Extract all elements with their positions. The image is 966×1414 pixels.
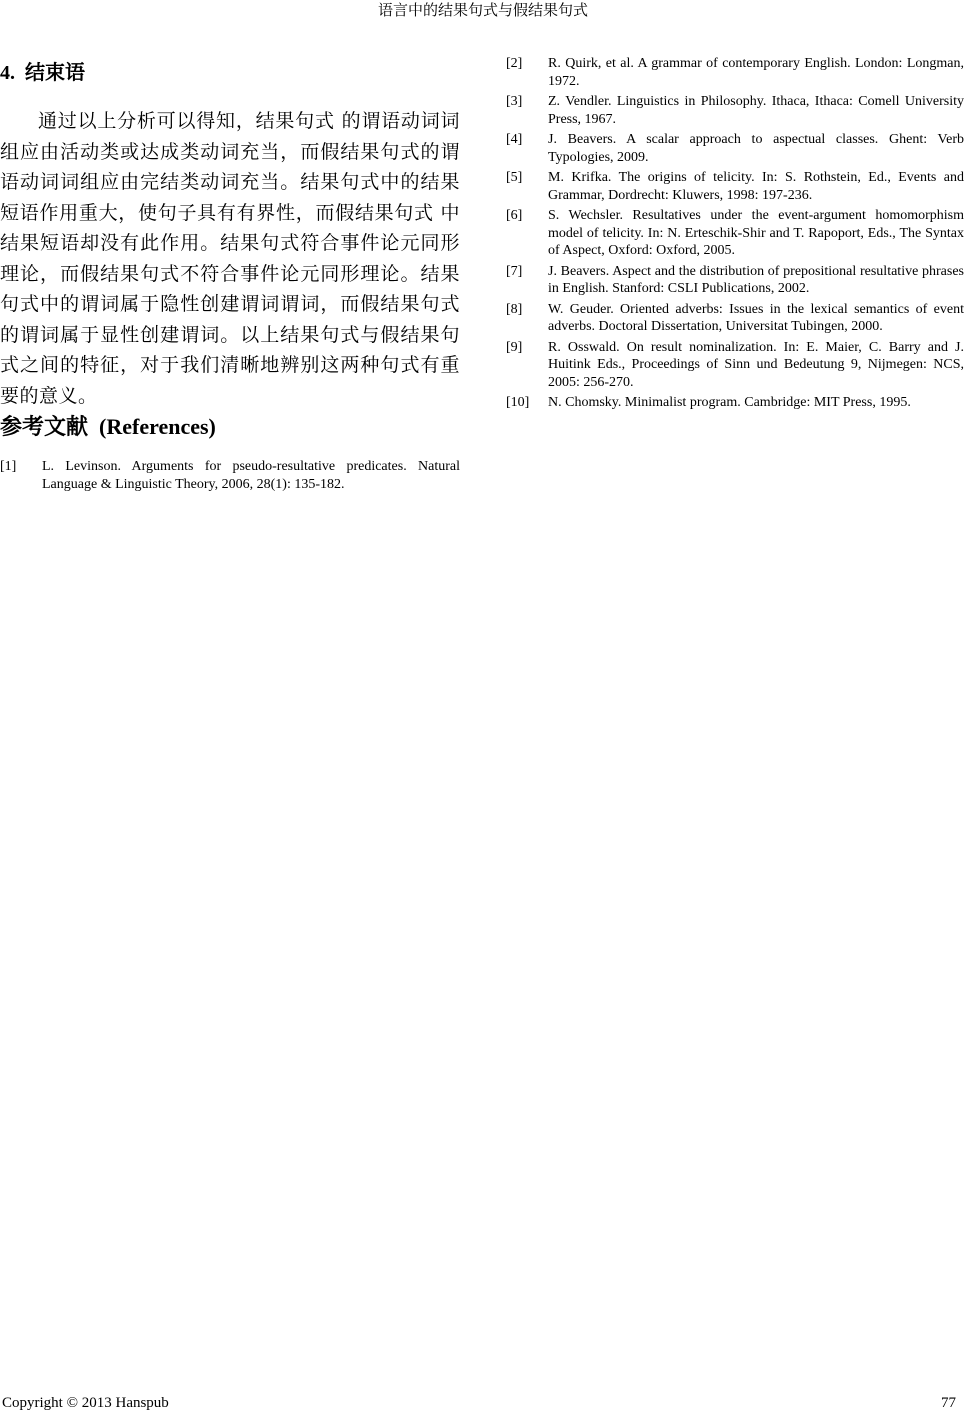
- reference-number: [4]: [506, 132, 523, 147]
- reference-item: [506, 169, 964, 204]
- reference-number: [9]: [506, 339, 523, 355]
- reference-item: [506, 207, 964, 260]
- reference-item: [506, 93, 964, 128]
- reference-number: [8]: [506, 301, 523, 317]
- references-heading-cjk: 参考文献: [0, 415, 89, 440]
- references-heading-en: (References): [99, 414, 216, 439]
- reference-number: [10]: [506, 395, 530, 410]
- reference-text: J. Beavers. A scalar approach to aspectual classes. Ghent: Verb Typologies, 2009.: [548, 132, 964, 165]
- reference-text: R. Osswald. On result nominalization. In: E. Maier, C. Barry and J. Huitink Eds., Proceedings of Sinn und Bedeutung 9, Nijmegen: NCS, 2005: 256-270.: [548, 339, 964, 390]
- reference-text: W. Geuder. Oriented adverbs: Issues in the lexical semantics of event adverbs. Doctoral Dissertation, Universitat Tubingen, 2000.: [548, 301, 964, 334]
- reference-item: [506, 301, 964, 336]
- reference-item: [506, 339, 964, 392]
- reference-text: J. Beavers. Aspect and the distribution of prepositional resultative phrases in English. Stanford: CSLI Publications, 2002.: [548, 263, 964, 296]
- conclusion-paragraph: 通过以上分析可以得知，结果句式 的谓语动词词组应由活动类或达成类动词充当，而假结果句式的谓语动词词组应由完结类动词充当。结果句式中的结果短语作用重大，使句子具有有界性，而假结果句式 中结果短语却没有此作用。结果句式符合事件论元同形理论，而假结果句式不符合事件论元同形理论。结果句式中的谓词属于隐性创建谓词谓词，而假结果句式的谓词属于显性创建谓词。以上结果句式与假结果句式之间的特征，对于我们清晰地辨别这两种句式有重要的意义。: [0, 110, 460, 407]
- reference-item: [506, 394, 964, 412]
- reference-number: [7]: [506, 263, 523, 279]
- reference-list-left: [0, 458, 460, 496]
- reference-number: [3]: [506, 94, 523, 109]
- page-number: 77: [941, 1395, 956, 1411]
- section-4-heading: [0, 55, 460, 90]
- reference-text: S. Wechsler. Resultatives under the event-argument homomorphism model of telicity. In: N. Erteschik-Shir and T. Rapoport, Eds., The Syntax of Aspect, Oxford: Oxford, 2005.: [548, 208, 964, 258]
- reference-list-right: [506, 55, 964, 415]
- reference-text: N. Chomsky. Minimalist program. Cambridge: MIT Press, 1995.: [548, 395, 911, 410]
- reference-number: [5]: [506, 170, 523, 185]
- reference-number: [2]: [506, 56, 523, 71]
- reference-number: [1]: [0, 459, 17, 474]
- reference-item: [506, 131, 964, 166]
- reference-text: L. Levinson. Arguments for pseudo-resultative predicates. Natural Language & Linguistic Theory, 2006, 28(1): 135-182.: [42, 459, 460, 492]
- reference-number: [6]: [506, 208, 523, 223]
- section-number: 4.: [0, 62, 15, 84]
- copyright-footer: Copyright © 2013 Hanspub: [2, 1395, 169, 1411]
- reference-item: [506, 55, 964, 90]
- running-header: 语言中的结果句式与假结果句式: [377, 1, 588, 19]
- reference-item: [0, 458, 460, 493]
- section-title: 结束语: [25, 60, 85, 84]
- reference-text: R. Quirk, et al. A grammar of contemporary English. London: Longman, 1972.: [548, 56, 964, 89]
- reference-item: [506, 263, 964, 298]
- reference-text: Z. Vendler. Linguistics in Philosophy. Ithaca, Ithaca: Comell University Press, 1967.: [548, 94, 964, 127]
- left-column: [0, 55, 460, 411]
- reference-text: M. Krifka. The origins of telicity. In: S. Rothstein, Ed., Events and Grammar, Dordrecht: Kluwers, 1998: 197-236.: [548, 170, 964, 203]
- references-heading: [0, 410, 216, 445]
